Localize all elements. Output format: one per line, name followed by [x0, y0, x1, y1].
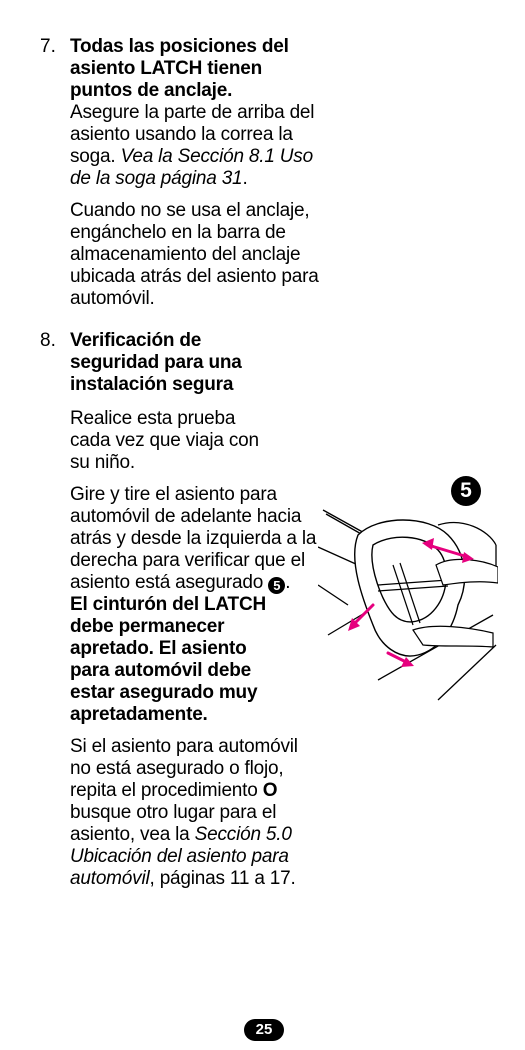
hand [436, 559, 498, 585]
step-number: 8. [40, 330, 56, 351]
step-7-paragraph-1 [70, 102, 320, 190]
section-reference: Vea la Sección 8.1 Uso de la soga página 31 [70, 146, 313, 189]
text: , páginas 11 a 17. [149, 868, 296, 889]
seat-line [318, 585, 348, 605]
text: . [285, 572, 291, 593]
warning-text: El cinturón del LATCH debe permanecer apretado. El asiento para automóvil debe estar asegurado muy apretadamente. [70, 594, 266, 725]
seat-base-line [438, 645, 496, 700]
step-7-paragraph-2: Cuando no se usa el anclaje, engánchelo en la barra de almacenamiento del anclaje ubicada atrás del asiento para automóvil. [70, 200, 319, 309]
text: Si el asiento para automóvil no está asegurado o flojo, repita el procedimiento [70, 736, 298, 801]
step-8-body [70, 330, 320, 890]
car-seat-illustration [318, 505, 498, 705]
text: Gire y tire el asiento para automóvil de adelante hacia atrás y desde la izquierda a la derecha para verificar que el asiento está asegurado [70, 484, 317, 593]
figure-number-badge: 5 [451, 476, 481, 506]
figure-5-badge: 5 [268, 577, 285, 594]
step-8-paragraph-3 [70, 736, 320, 890]
step-8-heading: Verificación de seguridad para una instalación segura [70, 330, 242, 395]
step-8-paragraph-1: Realice esta prueba cada vez que viaja con su niño. [70, 408, 259, 473]
page-number-badge: 25 [244, 1019, 284, 1041]
emphasis: O [262, 780, 278, 801]
step-7-heading: Todas las posiciones del asiento LATCH tienen puntos de anclaje. [70, 36, 289, 101]
step-7-body [70, 36, 320, 310]
hand [413, 626, 493, 647]
text: Asegure la parte de arriba del asiento usando la correa la soga. [70, 102, 315, 167]
seat-line [318, 547, 358, 565]
step-number: 7. [40, 36, 56, 57]
text: . [242, 168, 248, 189]
step-8-paragraph-2 [70, 484, 320, 726]
section-reference: Sección 5.0 Ubicación del asiento para automóvil [70, 824, 292, 889]
text: busque otro lugar para el asiento, vea la [70, 802, 277, 845]
